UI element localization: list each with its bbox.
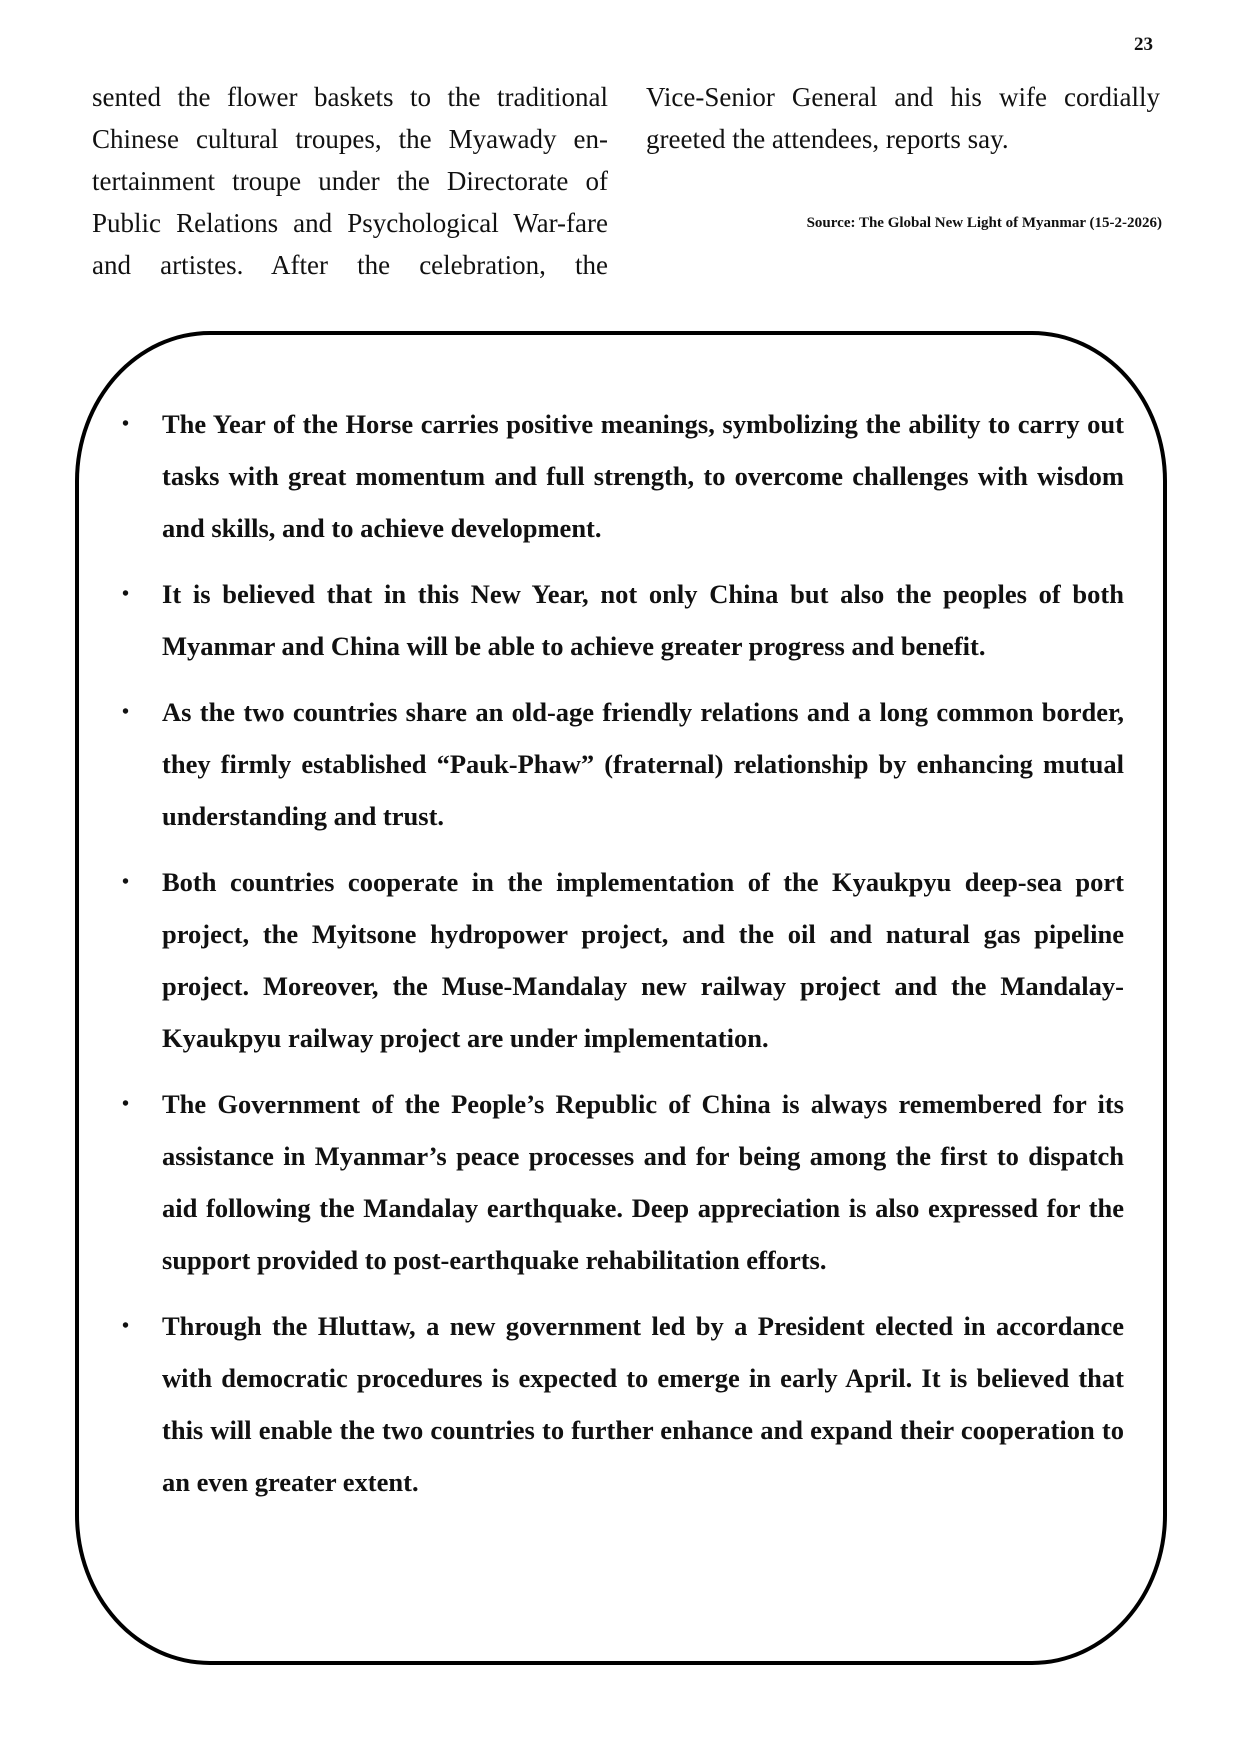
bullet-icon: • (122, 871, 130, 893)
bullet-icon: • (122, 701, 130, 723)
article-right-text: Vice-Senior General and his wife cordially greeted the attendees, reports say. (646, 82, 1160, 154)
list-item-text: As the two countries share an old-age friendly relations and a long common border, they firmly established “Pauk-Phaw” (fraternal) relationship by enhancing mutual understanding and trust. (162, 697, 1124, 831)
list-item (120, 398, 1124, 554)
list-item (120, 686, 1124, 842)
list-item-text: The Year of the Horse carries positive meanings, symbolizing the ability to carry out tasks with great momentum and full strength, to overcome challenges with wisdom and skills, and to achieve development. (162, 409, 1124, 543)
article-right-column (646, 76, 1160, 160)
article-left-text: sented the flower baskets to the traditional Chinese cultural troupes, the Myawady en-tertainment troupe under the Directorate of Public Relations and Psychological War-fare and artistes. After the celebration, the (92, 82, 608, 280)
list-item (120, 1300, 1124, 1508)
list-item-text: The Government of the People’s Republic of China is always remembered for its assistance in Myanmar’s peace processes and for being among the first to dispatch aid following the Mandalay earthquake. Deep appreciation is also expressed for the support provided to post-earthquake rehabilitation efforts. (162, 1089, 1124, 1275)
list-item (120, 568, 1124, 672)
list-item-text: It is believed that in this New Year, not only China but also the peoples of both Myanmar and China will be able to achieve greater progress and benefit. (162, 579, 1124, 661)
bullet-icon: • (122, 583, 130, 605)
article-left-column (92, 76, 608, 286)
list-item (120, 1078, 1124, 1286)
page-number: 23 (1134, 34, 1153, 55)
list-item-text: Both countries cooperate in the implementation of the Kyaukpyu deep-sea port project, the Myitsone hydropower project, and the oil and natural gas pipeline project. Moreover, the Muse-Mandalay new railway project and the Mandalay-Kyaukpyu railway project are under implementation. (162, 867, 1124, 1053)
list-item-text: Through the Hluttaw, a new government led by a President elected in accordance with democratic procedures is expected to emerge in early April. It is believed that this will enable the two countries to further enhance and expand their cooperation to an even greater extent. (162, 1311, 1124, 1497)
bullet-icon: • (122, 1315, 130, 1337)
list-item (120, 856, 1124, 1064)
highlights-list (120, 398, 1124, 1522)
bullet-icon: • (122, 1093, 130, 1115)
source-citation: Source: The Global New Light of Myanmar (15-2-2026) (806, 215, 1162, 231)
bullet-icon: • (122, 413, 130, 435)
